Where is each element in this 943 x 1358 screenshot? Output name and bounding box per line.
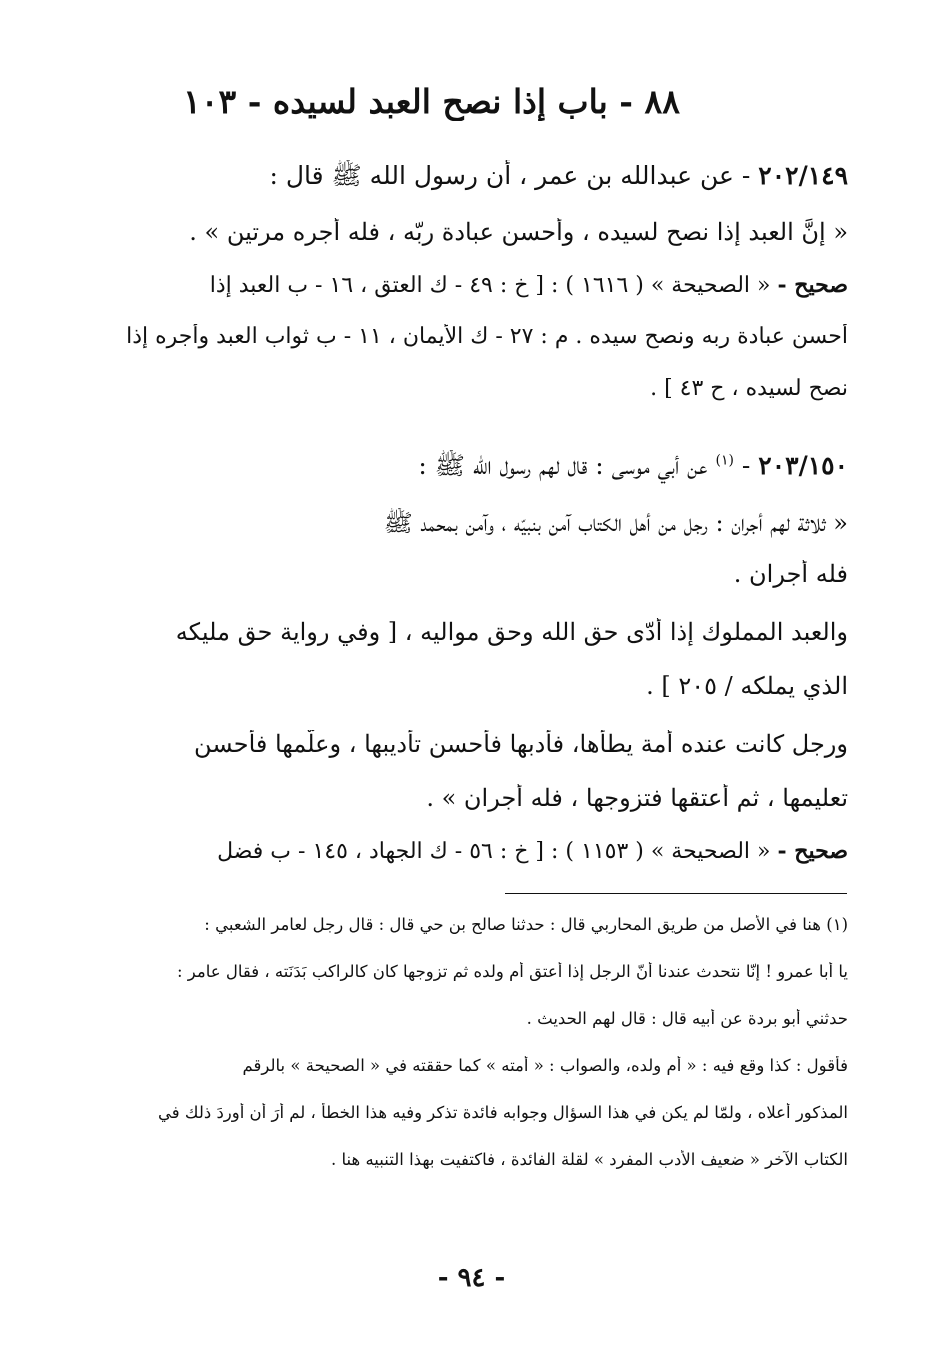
footnote-ref: (١) [715,452,734,469]
hadith-2-source-line [80,838,848,864]
hadith-2-number: ٢٠٣/١٥٠ [758,451,848,480]
hadith-1-intro: - عن عبدالله بن عمر ، أن رسول الله ﷺ قال : [269,161,751,190]
hadith-1-source-text-1: « الصحيحة » ( ١٦١٦ ) : [ خ : ٤٩ - ك العتق ، ١٦ - ب العبد إذا [209,273,771,298]
hadith-1-text: « إنَّ العبد إذا نصح لسيده ، وأحسن عبادة ربّه ، فله أجره مرتين » . [189,218,848,246]
hadith-1-source-line-2: أحسن عبادة ربه ونصح سيده . م : ٢٧ - ك الأيمان ، ١١ - ب ثواب العبد وأجره إذا [126,324,848,349]
hadith-2-text-line-1: « ثلاثة لهم أجران : رجل من أهل الكتاب آمن بنبيّه ، وآمن بمحمد ﷺ [383,509,848,537]
hadith-1-source-line-1 [80,272,848,298]
footnote-line-5: المذكور أعلاه ، ولمّا لم يكن في هذا السؤال وجوابه فائدة تذكر وفيه هذا الخطأ ، لم أرَ أن أوردَ ذلك في [158,1103,848,1122]
chapter-title: ٨٨ - باب إذا نصح العبد لسيده - ١٠٣ [183,82,680,121]
hadith-2-intro: عن أبي موسى : قال لهم رسول الله ﷺ : [418,451,708,480]
footnote-separator [505,893,847,894]
hadith-2-heading: ٢٠٣/١٥٠ - $^{(١)}$ عن أبي موسى : قال لهم رسول الله ﷺ : [418,451,848,480]
hadith-2-text-line-4: الذي يملكه / ٢٠٥ ] . [646,672,848,700]
hadith-1-heading [80,160,848,197]
footnote-line-6: الكتاب الآخر « ضعيف الأدب المفرد » لقلة الفائدة ، فاكتفيت بهذا التنبيه هنا . [331,1150,848,1169]
hadith-2-grade: صحيح - [777,838,848,864]
hadith-2-source-text: « الصحيحة » ( ١١٥٣ ) : [ خ : ٥٦ - ك الجهاد ، ١٤٥ - ب فضل [217,839,771,864]
hadith-1-number: ٢٠٢/١٤٩ [758,161,848,190]
page-number: - ٩٤ - [437,1263,506,1293]
footnote-line-3: حدثني أبو بردة عن أبيه قال : قال لهم الحديث . [526,1009,848,1028]
hadith-1-grade: صحيح - [777,272,848,298]
hadith-2-text-line-5: ورجل كانت عنده أمة يطأها، فأدبها فأحسن تأديبها ، وعلّمها فأحسن [194,730,848,758]
hadith-2-text-line-2: فله أجران . [733,560,848,588]
footnote-line-4: فأقول : كذا وقع فيه : « أم ولده، والصواب : « أمته » كما حققته في « الصحيحة » بالرقم [242,1056,848,1075]
footnote-line-2: يا أبا عمرو ! إنّا نتحدث عندنا أنّ الرجل إذا أعتق أم ولده ثم تزوجها كان كالراكب بَدَنَته ، فقال عامر : [176,962,848,981]
hadith-2-text-line-3: والعبد المملوك إذا أدّى حق الله وحق مواليه ، [ وفي رواية حق مليكه [175,618,848,646]
hadith-2-text-line-6: تعليمها ، ثم أعتقها فتزوجها ، فله أجران » . [426,784,848,812]
hadith-1-source-line-3: نصح لسيده ، ح ٤٣ ] . [650,376,848,401]
footnote-line-1: (١) هنا في الأصل من طريق المحاربي قال : حدثنا صالح بن حي قال : قال رجل لعامر الشعبي : [204,915,848,934]
